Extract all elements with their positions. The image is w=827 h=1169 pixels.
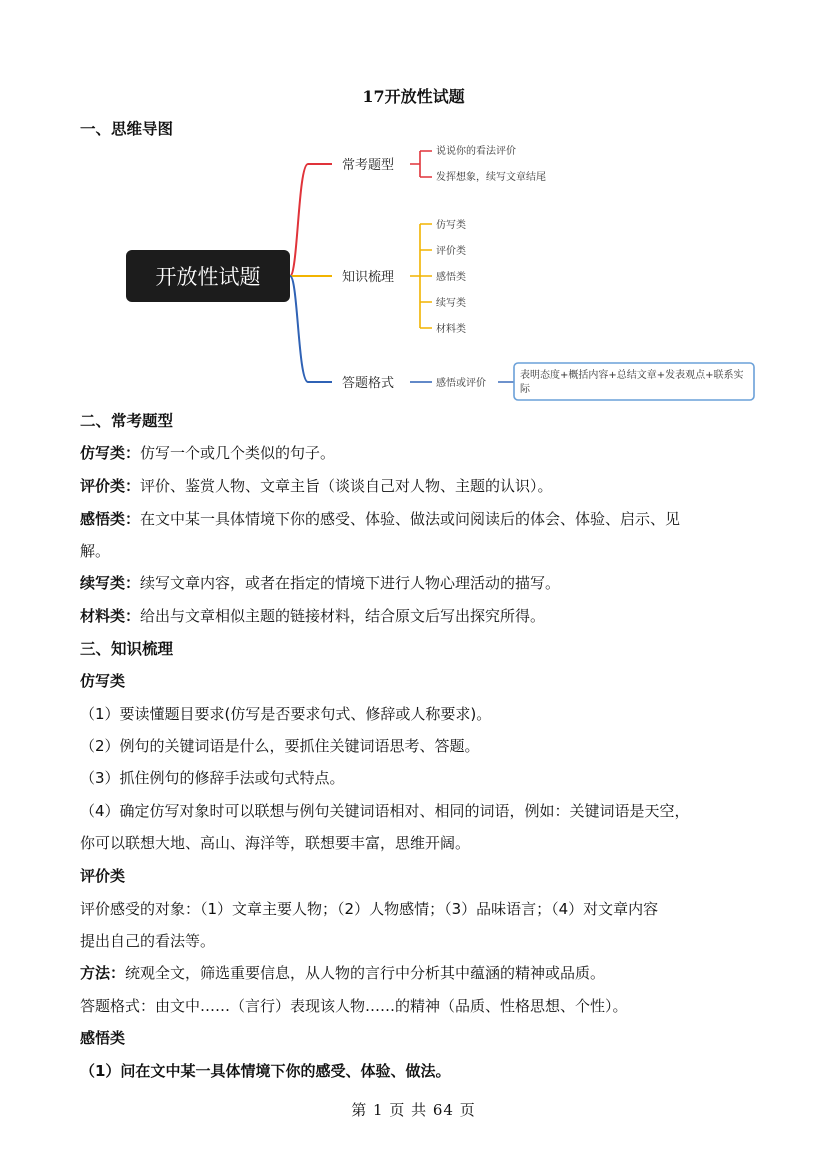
- type-text: 给出与文章相似主题的链接材料，结合原文后写出探究所得。: [140, 607, 546, 625]
- type-label: 仿写类：: [80, 444, 141, 462]
- section-heading-mindmap: 一、思维导图: [80, 120, 174, 138]
- type-paragraph: [80, 442, 335, 463]
- type-text: 续写文章内容，或者在指定的情境下进行人物心理活动的描写。: [140, 574, 561, 592]
- mind-map-format-line: 表明态度+概括内容+总结文章+发表观点+联系实: [520, 370, 744, 381]
- subheading-pingjia: 评价类: [80, 867, 126, 885]
- mind-map-item: 说说你的看法评价: [436, 146, 516, 157]
- type-label: 材料类：: [80, 607, 141, 625]
- branch-line-red: [290, 164, 332, 276]
- section-heading-knowledge: 三、知识梳理: [80, 640, 174, 658]
- mind-map-format-line: 际: [520, 384, 530, 395]
- type-label: 评价类：: [80, 477, 141, 495]
- mind-map-item: 续写类: [436, 298, 466, 309]
- mind-map-format-box: [514, 363, 754, 400]
- type-text: 仿写一个或几个类似的句子。: [140, 444, 336, 462]
- mind-map-item: 发挥想象，续写文章结尾: [436, 172, 546, 183]
- type-paragraph-cont: 解。: [80, 542, 111, 560]
- type-paragraph: [80, 605, 545, 626]
- paragraph-cont: 提出自己的看法等。: [80, 932, 216, 950]
- answer-format-paragraph: 答题格式：由文中……（言行）表现该人物……的精神（品质、性格思想、个性）。: [80, 997, 628, 1015]
- page-title: 17开放性试题: [362, 87, 465, 106]
- mind-map-branch-knowledge: 知识梳理: [342, 270, 395, 285]
- mind-map: [120, 142, 760, 404]
- subheading-fangxie: 仿写类: [80, 672, 126, 690]
- paragraph: 评价感受的对象：（1）文章主要人物；（2）人物感情；（3）品味语言；（4）对文章内容: [80, 900, 659, 918]
- mind-map-item: 评价类: [436, 246, 466, 257]
- mind-map-root-label: 开放性试题: [155, 265, 261, 289]
- type-label: 感悟类：: [80, 510, 141, 528]
- mind-map-item: 仿写类: [436, 220, 466, 231]
- type-text: 在文中某一具体情境下你的感受、体验、做法或问阅读后的体会、体验、启示、见: [140, 510, 681, 528]
- type-paragraph: [80, 475, 553, 496]
- list-item-bold: （1）问在文中某一具体情境下你的感受、体验、做法。: [80, 1062, 451, 1080]
- page-footer: 第 1 页 共 64 页: [351, 1101, 476, 1119]
- sub-bracket-yellow: [410, 224, 432, 328]
- subheading-ganwu: 感悟类: [80, 1029, 126, 1047]
- mind-map-item: 材料类: [436, 324, 466, 335]
- list-item: （2）例句的关键词语是什么，要抓住关键词语思考、答题。: [80, 737, 480, 755]
- mind-map-item: 感悟或评价: [436, 378, 486, 389]
- method-text: 统观全文，筛选重要信息，从人物的言行中分析其中蕴涵的精神或品质。: [125, 964, 606, 982]
- list-item: （1）要读懂题目要求(仿写是否要求句式、修辞或人称要求)。: [80, 705, 492, 723]
- mind-map-branch-answer-format: 答题格式: [342, 376, 395, 391]
- list-item: （4）确定仿写对象时可以联想与例句关键词语相对、相同的词语，例如：关键词语是天空，: [80, 802, 690, 820]
- type-paragraph: [80, 508, 680, 529]
- list-item-cont: 你可以联想大地、高山、海洋等，联想要丰富，思维开阔。: [80, 834, 471, 852]
- type-paragraph: [80, 572, 560, 593]
- branch-line-blue: [290, 276, 332, 382]
- mind-map-branch-common-types: 常考题型: [342, 158, 395, 173]
- list-item: （3）抓住例句的修辞手法或句式特点。: [80, 769, 345, 787]
- section-heading-common-types: 二、常考题型: [80, 412, 174, 430]
- type-text: 评价、鉴赏人物、文章主旨（谈谈自己对人物、主题的认识）。: [140, 477, 553, 495]
- method-label: 方法：: [80, 964, 126, 982]
- method-paragraph: [80, 962, 605, 983]
- mind-map-item: 感悟类: [436, 272, 466, 283]
- sub-bracket-red: [410, 151, 432, 177]
- type-label: 续写类：: [80, 574, 141, 592]
